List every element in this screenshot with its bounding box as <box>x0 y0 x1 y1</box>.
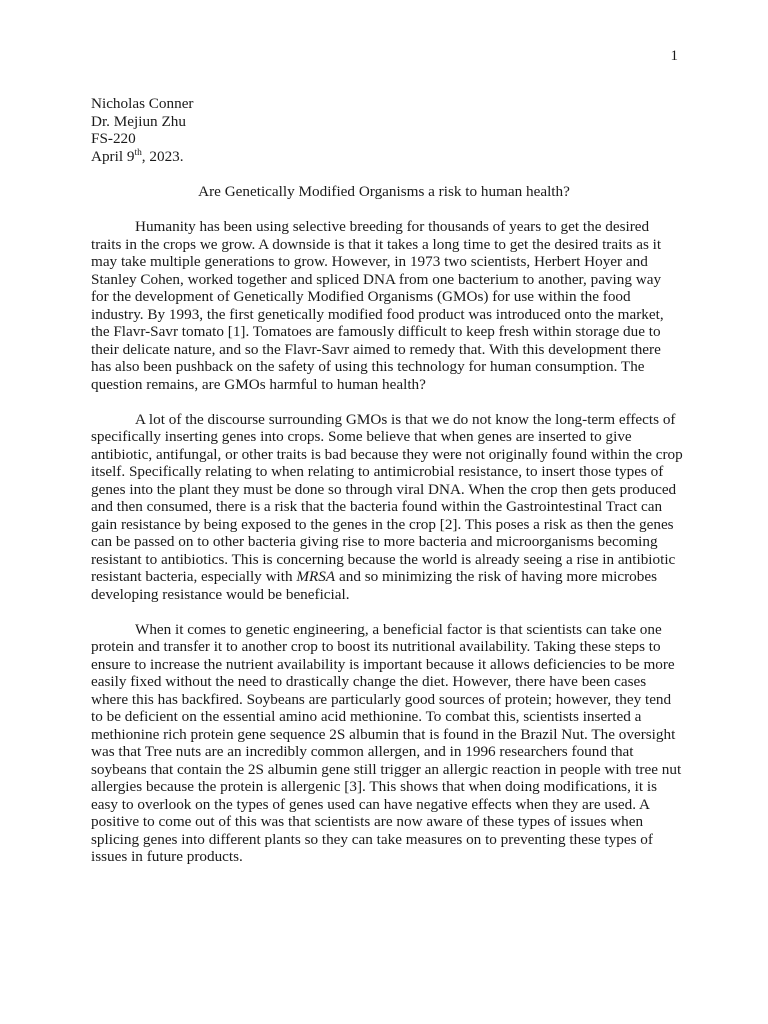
text-line: was that Tree nuts are an incredibly common allergen, and in 1996 researchers found that <box>91 743 634 760</box>
paragraph-2 <box>91 411 691 604</box>
text-line: resistant to antibiotics. This is concerning because the world is already seeing a rise in antibiotic <box>91 550 676 568</box>
text-line: Humanity has been using selective breeding for thousands of years to get the desired <box>135 218 650 235</box>
text-line: When it comes to genetic engineering, a beneficial factor is that scientists can take one <box>135 620 662 638</box>
text-line: where this has backfired. Soybeans are particularly good sources of protein; however, they tend <box>91 690 672 708</box>
text-line: can be passed on to other bacteria giving rise to more bacteria and microorganisms becoming <box>91 533 658 550</box>
page-number: 1 <box>670 48 678 64</box>
date-superscript: th <box>134 147 142 158</box>
date-suffix: , 2023. <box>141 147 184 165</box>
mrsa-line-suffix: and so minimizing the risk of having more microbes <box>335 568 658 585</box>
author-name: Nicholas Conner <box>91 95 194 112</box>
text-line: splicing genes into different plants so they can take measures on to preventing these types of <box>91 830 653 848</box>
mrsa-term: MRSA <box>296 568 336 585</box>
text-line: antibiotic, antifungal, or other traits is bad because they were not originally found within the crop <box>91 445 683 463</box>
instructor-name: Dr. Mejiun Zhu <box>91 112 186 130</box>
date-prefix: April 9 <box>91 147 135 165</box>
document-body <box>91 218 691 883</box>
text-line: easy to overlook on the types of genes used can have negative effects when they are used. A <box>91 795 650 813</box>
paragraph-3 <box>91 621 691 866</box>
text-line: itself. Specifically relating to when relating to antimicrobial resistance, to insert those types of <box>91 463 664 480</box>
header-block <box>91 95 691 165</box>
text-line: allergies because the protein is allergenic [3]. This shows that when doing modifications, it is <box>91 778 658 795</box>
text-line: methionine rich protein gene sequence 2S albumin that is found in the Brazil Nut. The oversight <box>91 725 676 743</box>
text-line: developing resistance would be beneficial. <box>91 585 350 603</box>
text-line: specifically inserting genes into crops. Some believe that when genes are inserted to give <box>91 428 632 445</box>
text-line: their delicate nature, and so the Flavr-Savr aimed to remedy that. With this development there <box>91 340 661 358</box>
text-line: genes into the plant they must be done so through viral DNA. When the crop then gets produced <box>91 480 677 498</box>
text-line: A lot of the discourse surrounding GMOs is that we do not know the long-term effects of <box>135 410 676 428</box>
text-line: to be deficient on the essential amino acid methionine. To combat this, scientists inserted a <box>91 708 642 725</box>
text-line: Stanley Cohen, worked together and spliced DNA from one bacterium to another, paving way <box>91 270 662 288</box>
paragraph-1 <box>91 218 691 393</box>
text-line: easily fixed without the need to drastically change the diet. However, there have been cases <box>91 673 647 690</box>
text-line: positive to come out of this was that scientists are now aware of these types of issues when <box>91 813 644 830</box>
text-line: industry. By 1993, the first genetically modified food product was introduced onto the market, <box>91 305 664 323</box>
mrsa-line-prefix: resistant bacteria, especially with <box>91 568 297 585</box>
text-line: traits in the crops we grow. A downside is that it takes a long time to get the desired traits as it <box>91 235 662 253</box>
text-line: gain resistance by being exposed to the genes in the crop [2]. This poses a risk as then the genes <box>91 515 674 533</box>
text-line: for the development of Genetically Modified Organisms (GMOs) for use within the food <box>91 288 631 305</box>
text-line-mrsa <box>91 568 691 586</box>
text-line: question remains, are GMOs harmful to human health? <box>91 375 426 393</box>
date-line <box>91 148 691 166</box>
text-line: and then consumed, there is a risk that the bacteria found within the Gastrointestinal Tract can <box>91 498 663 515</box>
text-line: ensure to increase the nutrient availability is important because it allows deficiencies to be more <box>91 655 675 673</box>
text-line: protein and transfer it to another crop to boost its nutritional availability. Taking these steps to <box>91 638 661 655</box>
text-line: issues in future products. <box>91 848 243 865</box>
course-code: FS-220 <box>91 130 136 147</box>
text-line: the Flavr-Savr tomato [1]. Tomatoes are famously difficult to keep fresh within storage due to <box>91 323 661 340</box>
text-line: may take multiple generations to grow. However, in 1973 two scientists, Herbert Hoyer and <box>91 253 648 270</box>
text-line: has also been pushback on the safety of using this technology for human consumption. The <box>91 358 645 375</box>
document-title: Are Genetically Modified Organisms a risk to human health? <box>198 183 570 200</box>
text-line: soybeans that contain the 2S albumin gene still trigger an allergic reaction in people with tree nut <box>91 760 682 778</box>
